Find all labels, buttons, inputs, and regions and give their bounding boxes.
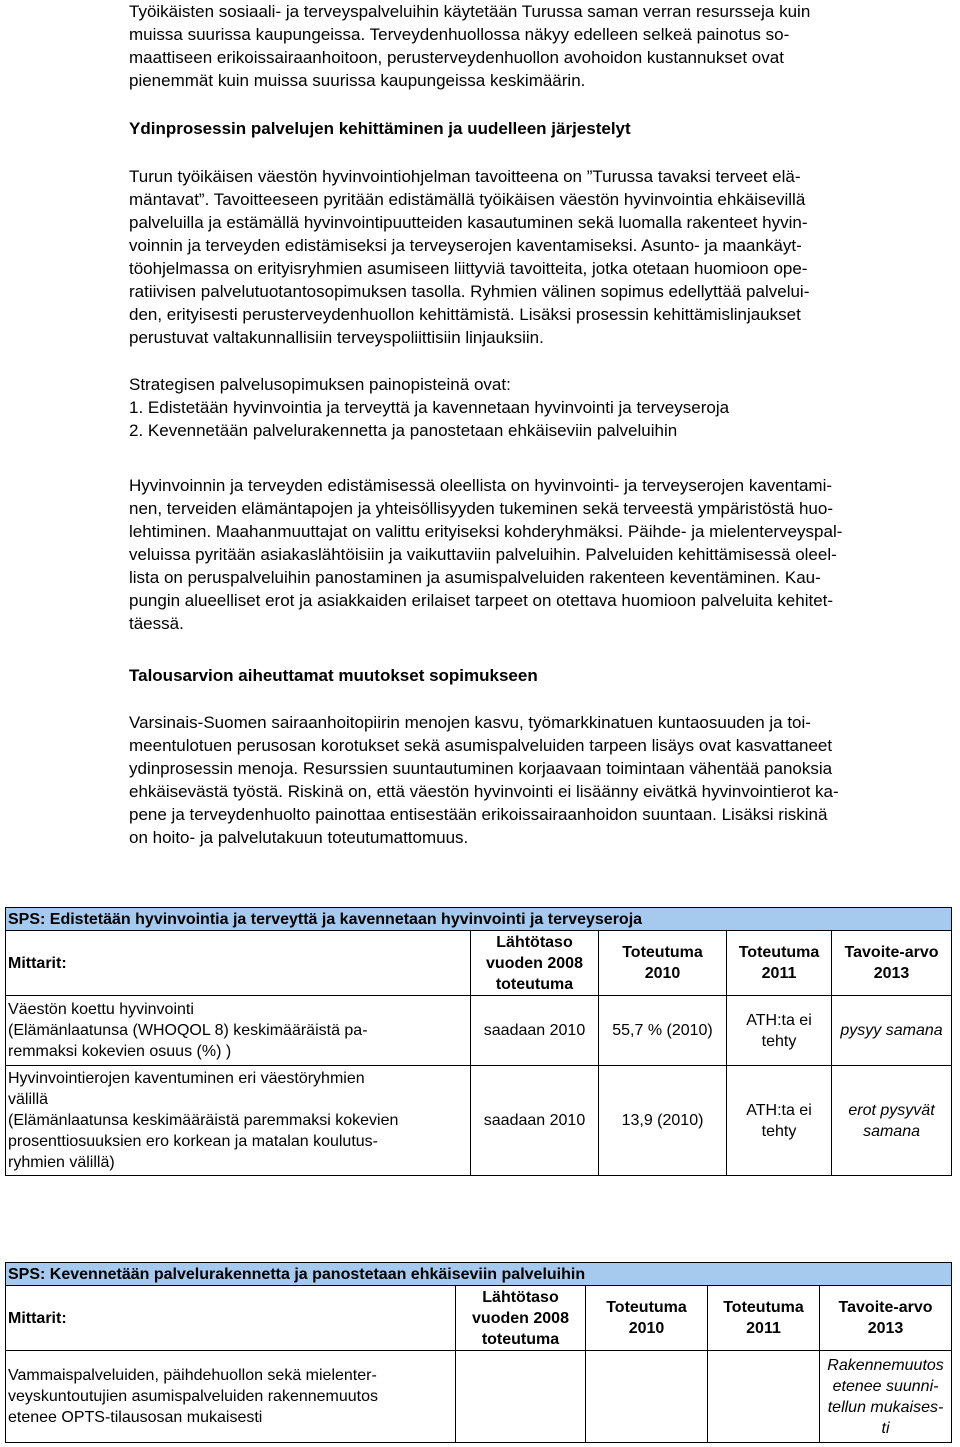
text-line: meentulotuen perusosan korotukset sekä asumispalveluiden tarpeen lisäys ovat kasvattaneet — [129, 736, 833, 755]
header-actual-2011: Toteutuma 2011 — [727, 931, 832, 996]
text-line: ydinprosessin menoja. Resurssien suuntautuminen korjaavaan toimintaan vähentää panoksia — [129, 759, 833, 778]
text-line: täessä. — [129, 614, 184, 633]
text-line: Varsinais-Suomen sairaanhoitopiirin menojen kasvu, työmarkkinatuen kuntaosuuden ja toi- — [129, 713, 811, 732]
section-heading: Talousarvion aiheuttamat muutokset sopimukseen — [129, 666, 538, 685]
list-item: 1. Edistetään hyvinvointia ja terveyttä ja kavennetaan hyvinvointi ja terveyseroja — [129, 398, 730, 417]
table-row — [6, 1351, 952, 1443]
sps-table-1 — [5, 907, 952, 1176]
text-line: lista on peruspalveluihin panostaminen ja asumispalveluiden rakenteen keventäminen. Kau- — [129, 568, 821, 587]
text-line: pienemmät kuin muissa suurissa kaupungeissa keskimäärin. — [129, 71, 586, 90]
table-row — [6, 996, 952, 1066]
section-heading: Ydinprosessin palvelujen kehittäminen ja uudelleen järjestelyt — [129, 119, 631, 138]
table-header-row — [6, 1286, 952, 1351]
table-header-row — [6, 931, 952, 996]
baseline-cell: saadaan 2010 — [471, 996, 599, 1066]
header-baseline: Lähtötaso vuoden 2008 toteutuma — [456, 1286, 586, 1351]
text-line: pungin alueelliset erot ja asiakkaiden erilaiset tarpeet on otettava huomioon palveluita kehitet- — [129, 591, 834, 610]
measure-cell: Vammaispalveluiden, päihdehuollon sekä mielenter- veyskuntoutujien asumispalveluiden rakennemuutos etenee OPTS-tilausosan mukaisesti — [6, 1351, 456, 1443]
table-title: SPS: Edistetään hyvinvointia ja terveyttä ja kavennetaan hyvinvointi ja terveyseroja — [6, 908, 952, 931]
header-actual-2010: Toteutuma 2010 — [586, 1286, 708, 1351]
text-line: ehkäisevästä työstä. Riskinä on, että väestön hyvinvointi ei lisäänny eivätkä hyvinvointierot ka- — [129, 782, 839, 801]
actual-2010-cell: 13,9 (2010) — [599, 1066, 727, 1176]
text-line: on hoito- ja palvelutakuun toteutumattomuus. — [129, 828, 469, 847]
text-line: veluissa pyritään asiakaslähtöisiin ja vaikuttaviin palveluihin. Palveluiden kehittämisessä oleel- — [129, 545, 837, 564]
text-line: pene ja terveydenhuolto painottaa entisestään erikoissairaanhoidon suuntaan. Lisäksi riskinä — [129, 805, 828, 824]
sps-table-2 — [5, 1262, 952, 1443]
actual-2011-cell: ATH:ta ei tehty — [727, 1066, 832, 1176]
measure-cell: Hyvinvointierojen kaventuminen eri väestöryhmien välillä (Elämänlaatunsa keskimääräistä paremmaksi kokevien prosenttiosuuksien ero korkean ja matalan koulutus- ryhmien välillä) — [6, 1066, 471, 1176]
actual-2010-cell — [586, 1351, 708, 1443]
header-mittarit: Mittarit: — [6, 931, 471, 996]
actual-2011-cell: ATH:ta ei tehty — [727, 996, 832, 1066]
target-2013-cell: erot pysyvät samana — [832, 1066, 952, 1176]
baseline-cell — [456, 1351, 586, 1443]
header-mittarit: Mittarit: — [6, 1286, 456, 1351]
text-line: ratiivisen palvelutuotantosopimuksen tasolla. Ryhmien välinen sopimus edellyttää palvelui- — [129, 282, 810, 301]
header-actual-2011: Toteutuma 2011 — [708, 1286, 820, 1351]
text-line: Hyvinvoinnin ja terveyden edistämisessä oleellista on hyvinvointi- ja terveyserojen kaventami- — [129, 476, 833, 495]
header-target-2013: Tavoite-arvo 2013 — [832, 931, 952, 996]
text-line: den, erityisesti perusterveydenhuollon kehittämistä. Lisäksi prosessin kehittämislinjaukset — [129, 305, 801, 324]
header-actual-2010: Toteutuma 2010 — [599, 931, 727, 996]
target-2013-cell: Rakennemuutos etenee suunni- tellun mukaises- ti — [820, 1351, 952, 1443]
text-line: nen, terveiden elämäntapojen ja yhteisöllisyyden tukeminen sekä terveestä ympäristöstä huo- — [129, 499, 834, 518]
text-line: maattiseen erikoissairaanhoitoon, perusterveydenhuollon avohoidon kustannukset ovat — [129, 48, 784, 67]
text-line: Turun työikäisen väestön hyvinvointiohjelman tavoitteena on ”Turussa tavaksi terveet elä- — [129, 167, 801, 186]
text-line: mäntavat”. Tavoitteeseen pyritään edistämällä työikäisen väestön hyvinvointia ehkäisevillä — [129, 190, 806, 209]
list-item: 2. Kevennetään palvelurakennetta ja panostetaan ehkäiseviin palveluihin — [129, 421, 678, 440]
baseline-cell: saadaan 2010 — [471, 1066, 599, 1176]
header-baseline: Lähtötaso vuoden 2008 toteutuma — [471, 931, 599, 996]
text-line: Työikäisten sosiaali- ja terveyspalveluihin käytetään Turussa saman verran resursseja kuin — [129, 2, 811, 21]
text-line: voinnin ja terveyden edistämiseksi ja terveyserojen kaventamiseksi. Asunto- ja maankäyt- — [129, 236, 802, 255]
table-row — [6, 1066, 952, 1176]
target-2013-cell: pysyy samana — [832, 996, 952, 1066]
actual-2011-cell — [708, 1351, 820, 1443]
text-line: palveluilla ja estämällä hyvinvointipuutteiden kasautuminen sekä luomalla rakenteet hyvin- — [129, 213, 808, 232]
text-line: perustuvat valtakunnallisiin terveyspoliittisiin linjauksiin. — [129, 328, 544, 347]
text-line: muissa suurissa kaupungeissa. Terveydenhuollossa näkyy edelleen selkeä painotus so- — [129, 25, 790, 44]
text-line: Strategisen palvelusopimuksen painopisteinä ovat: — [129, 375, 511, 394]
header-target-2013: Tavoite-arvo 2013 — [820, 1286, 952, 1351]
text-line: töohjelmassa on erityisryhmien asumiseen liittyviä tavoitteita, jotka otetaan huomioon ope- — [129, 259, 808, 278]
table-title: SPS: Kevennetään palvelurakennetta ja panostetaan ehkäiseviin palveluihin — [6, 1263, 952, 1286]
measure-cell: Väestön koettu hyvinvointi (Elämänlaatunsa (WHOQOL 8) keskimääräistä pa- remmaksi kokevien osuus (%) ) — [6, 996, 471, 1066]
text-line: lehtiminen. Maahanmuuttajat on valittu erityiseksi kohderyhmäksi. Päihde- ja mielenterveyspal- — [129, 522, 843, 541]
actual-2010-cell: 55,7 % (2010) — [599, 996, 727, 1066]
